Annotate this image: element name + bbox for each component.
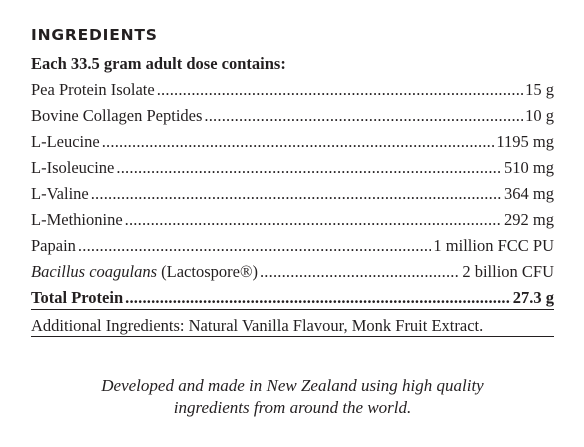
ingredient-amount: 10 g	[525, 106, 554, 125]
ingredient-row	[31, 210, 554, 236]
dot-leader	[102, 132, 495, 152]
origin-line-1: Developed and made in New Zealand using high quality	[101, 376, 484, 395]
dot-leader	[157, 80, 523, 100]
ingredient-row	[31, 106, 554, 132]
dot-leader	[125, 288, 511, 308]
ingredients-heading: INGREDIENTS	[31, 26, 158, 44]
total-protein-row	[31, 288, 554, 314]
ingredient-name-rest: (Lactospore®)	[157, 262, 258, 281]
ingredients-panel	[31, 25, 554, 336]
ingredient-amount: 364 mg	[504, 184, 554, 203]
ingredient-amount: 292 mg	[504, 210, 554, 229]
dot-leader	[91, 184, 502, 204]
dot-leader	[78, 236, 432, 256]
ingredient-name: L-Leucine	[31, 132, 100, 151]
ingredient-amount: 2 billion CFU	[462, 262, 554, 281]
dot-leader	[125, 210, 502, 230]
ingredient-amount: 1195 mg	[496, 132, 554, 151]
ingredient-name: L-Valine	[31, 184, 89, 203]
ingredient-row	[31, 184, 554, 210]
ingredient-amount: 15 g	[525, 80, 554, 99]
ingredient-row	[31, 236, 554, 262]
ingredient-row	[31, 80, 554, 106]
additional-ingredients: Additional Ingredients: Natural Vanilla Flavour, Monk Fruit Extract.	[31, 316, 484, 335]
ingredient-name: Pea Protein Isolate	[31, 80, 155, 99]
ingredient-name: L-Methionine	[31, 210, 123, 229]
divider-top	[31, 309, 554, 310]
total-protein-amount: 27.3 g	[512, 288, 554, 307]
ingredient-name: L-Isoleucine	[31, 158, 115, 177]
ingredient-amount: 510 mg	[504, 158, 554, 177]
ingredient-row	[31, 132, 554, 158]
dose-line: Each 33.5 gram adult dose contains:	[31, 54, 286, 73]
ingredient-name: Papain	[31, 236, 76, 255]
ingredient-name-italic: Bacillus coagulans	[31, 262, 158, 281]
ingredient-name: Bovine Collagen Peptides	[31, 106, 203, 125]
ingredient-name	[31, 262, 258, 282]
origin-statement	[31, 375, 554, 419]
divider-bottom	[31, 336, 554, 337]
dot-leader	[204, 106, 523, 126]
origin-line-2: ingredients from around the world.	[173, 398, 412, 417]
dot-leader	[116, 158, 502, 178]
dot-leader	[260, 262, 460, 282]
ingredient-amount: 1 million FCC PU	[433, 236, 554, 255]
ingredient-row	[31, 262, 554, 288]
total-protein-label: Total Protein	[31, 288, 124, 307]
ingredient-row	[31, 158, 554, 184]
